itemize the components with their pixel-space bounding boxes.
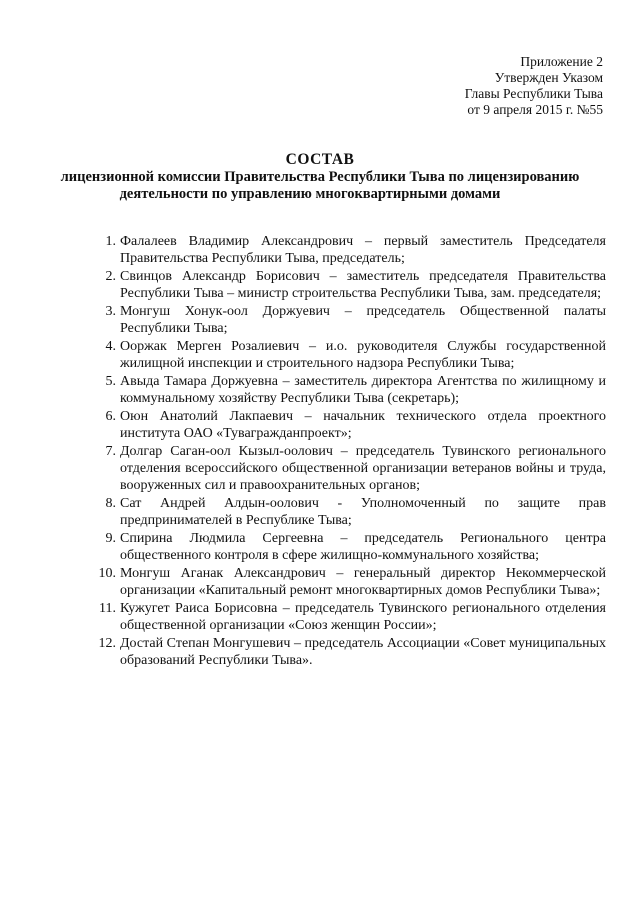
title-heading: СОСТАВ <box>285 151 355 168</box>
item-text: Спирина Людмила Сергеевна – председатель Регионального центра общественного контроля в сфере жилищно-коммунального хозяйства; <box>120 531 606 563</box>
item-text: Авыда Тамара Доржуевна – заместитель директора Агентства по жилищному и коммунальному хозяйству Республики Тыва (секретарь); <box>120 374 606 406</box>
list-item <box>88 233 606 267</box>
appendix-line: Приложение 2 <box>520 54 603 69</box>
list-item <box>88 495 606 529</box>
appendix-block <box>465 54 603 118</box>
item-number: 4. <box>105 339 116 354</box>
appendix-line: Главы Республики Тыва <box>464 86 603 101</box>
item-number: 11. <box>99 601 116 616</box>
item-text: Ооржак Мерген Розалиевич – и.о. руководителя Службы государственной жилищной инспекции и строительного надзора Республики Тыва; <box>120 339 606 371</box>
item-number: 6. <box>105 409 116 424</box>
item-number: 2. <box>105 269 116 284</box>
title-subtitle-line: деятельности по управлению многоквартирными домами <box>119 186 501 202</box>
document-title <box>0 151 640 203</box>
list-item <box>88 268 606 302</box>
item-number: 3. <box>105 304 116 319</box>
item-text: Сат Андрей Алдын-оолович - Уполномоченный по защите прав предпринимателей в Республике Тыва; <box>120 496 606 528</box>
item-number: 9. <box>105 531 116 546</box>
item-number: 7. <box>105 444 116 459</box>
list-item <box>88 565 606 599</box>
list-item <box>88 303 606 337</box>
title-subtitle-line: лицензионной комиссии Правительства Республики Тыва по лицензированию <box>60 169 580 185</box>
list-item <box>88 635 606 669</box>
list-item <box>88 408 606 442</box>
item-text: Фалалеев Владимир Александрович – первый заместитель Председателя Правительства Республики Тыва, председатель; <box>120 234 606 266</box>
list-item <box>88 443 606 494</box>
item-text: Оюн Анатолий Лакпаевич – начальник технического отдела проектного института ОАО «Тувагражданпроект»; <box>120 409 606 441</box>
item-number: 12. <box>98 636 116 651</box>
item-number: 5. <box>105 374 116 389</box>
appendix-line: Утвержден Указом <box>494 70 603 85</box>
item-text: Кужугет Раиса Борисовна – председатель Тувинского регионального отделения общественной организации «Союз женщин России»; <box>120 601 606 633</box>
appendix-line: от 9 апреля 2015 г. №55 <box>467 102 603 117</box>
item-text: Достай Степан Монгушевич – председатель Ассоциации «Совет муниципальных образований Республики Тыва». <box>120 636 606 668</box>
item-number: 8. <box>105 496 116 511</box>
item-text: Монгуш Аганак Александрович – генеральный директор Некоммерческой организации «Капитальный ремонт многоквартирных домов Республики Тыва»; <box>120 566 606 598</box>
list-item <box>88 600 606 634</box>
item-number: 10. <box>98 566 116 581</box>
list-item <box>88 373 606 407</box>
member-list <box>88 233 606 670</box>
item-number: 1. <box>105 234 116 249</box>
list-item <box>88 338 606 372</box>
item-text: Свинцов Александр Борисович – заместитель председателя Правительства Республики Тыва – министр строительства Республики Тыва, зам. председателя; <box>120 269 606 301</box>
item-text: Долгар Саган-оол Кызыл-оолович – председатель Тувинского регионального отделения всероссийского общественной организации ветеранов войны и труда, вооруженных сил и правоохранительных органов; <box>120 444 606 493</box>
item-text: Монгуш Хонук-оол Доржуевич – председатель Общественной палаты Республики Тыва; <box>120 304 606 336</box>
list-item <box>88 530 606 564</box>
